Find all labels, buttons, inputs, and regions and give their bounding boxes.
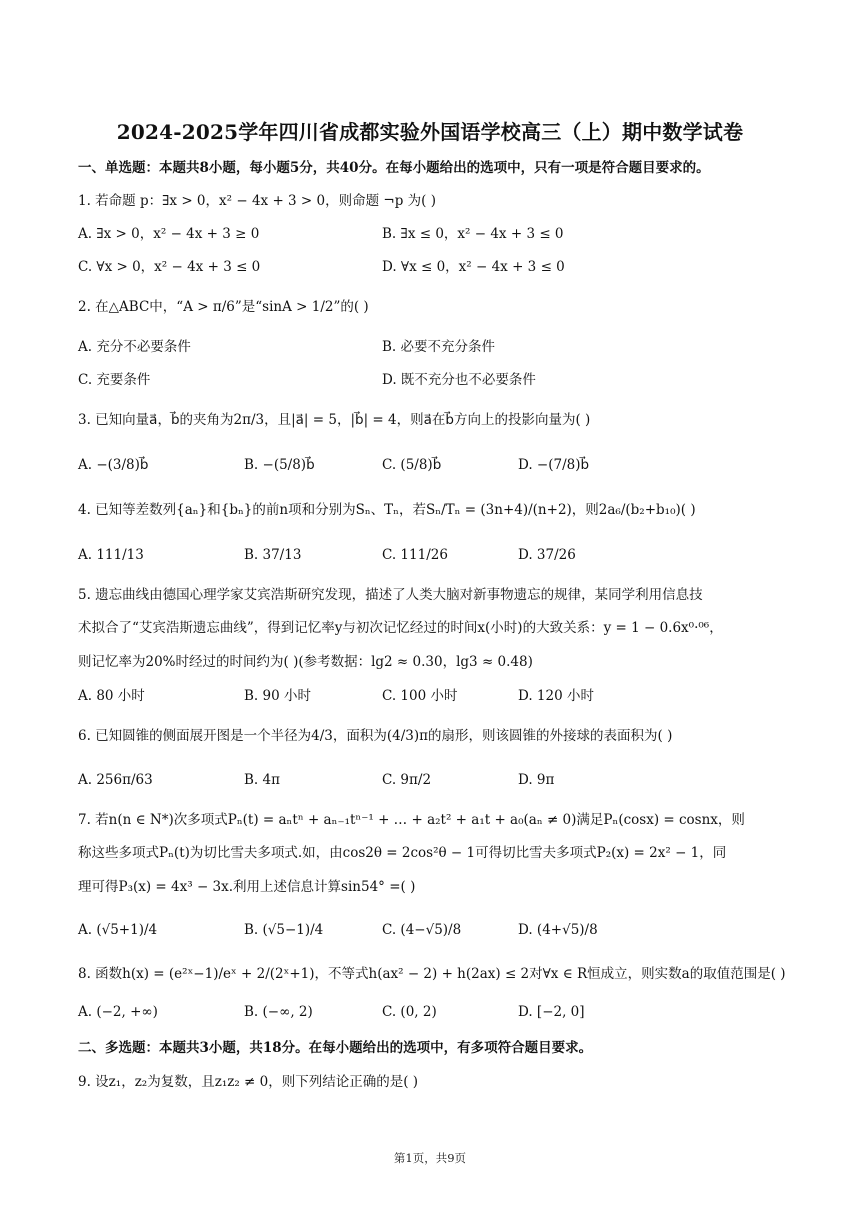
question-1-option-d: D. ∀x ≤ 0，x² − 4x + 3 ≤ 0 (382, 259, 565, 275)
question-4-option-a: A. 111/13 (78, 547, 144, 563)
question-9-stem: 9. 设z₁，z₂为复数，且z₁z₂ ≠ 0，则下列结论正确的是( ) (78, 1074, 419, 1090)
question-3-stem: 3. 已知向量a⃗，b⃗的夹角为2π/3，且|a⃗| = 5，|b⃗| = 4，则a⃗在b⃗方向上的投影向量为( ) (78, 412, 591, 428)
question-5-stem-line-3: 则记忆率为20%时经过的时间约为( )(参考数据：lg2 ≈ 0.30，lg3 ≈ 0.48) (78, 654, 533, 670)
question-4-option-c: C. 111/26 (382, 547, 448, 563)
question-3-option-c: C. (5/8)b⃗ (382, 457, 442, 473)
question-7-option-c: C. (4−√5)/8 (382, 922, 462, 938)
question-6-option-c: C. 9π/2 (382, 772, 432, 788)
question-3-option-a: A. −(3/8)b⃗ (78, 457, 149, 473)
question-8-option-a: A. (−2, +∞) (78, 1004, 158, 1020)
question-3-option-b: B. −(5/8)b⃗ (244, 457, 315, 473)
question-2-option-c: C. 充要条件 (78, 372, 151, 388)
section-heading-multiple-choice: 二、多选题：本题共3小题，共18分。在每小题给出的选项中，有多项符合题目要求。 (78, 1040, 593, 1056)
question-6-option-d: D. 9π (518, 772, 555, 788)
question-8-option-d: D. [−2, 0] (518, 1004, 585, 1020)
question-8-stem: 8. 函数h(x) = (e²ˣ−1)/eˣ + 2/(2ˣ+1)，不等式h(ax² − 2) + h(2ax) ≤ 2对∀x ∈ R恒成立，则实数a的取值范围是( ) (78, 966, 786, 982)
question-1-option-b: B. ∃x ≤ 0，x² − 4x + 3 ≤ 0 (382, 226, 564, 242)
question-7-stem-line-3: 理可得P₃(x) = 4x³ − 3x.利用上述信息计算sin54° =( ) (78, 879, 416, 895)
question-5-stem-line-2: 术拟合了“艾宾浩斯遗忘曲线”，得到记忆率y与初次记忆经过的时间x(小时)的大致关系：y = 1 − 0.6x⁰·⁰⁶， (78, 620, 723, 636)
question-2-option-a: A. 充分不必要条件 (78, 339, 191, 355)
question-7-option-d: D. (4+√5)/8 (518, 922, 598, 938)
question-4-option-b: B. 37/13 (244, 547, 302, 563)
question-6-stem: 6. 已知圆锥的侧面展开图是一个半径为4/3，面积为(4/3)π的扇形，则该圆锥的外接球的表面积为( ) (78, 728, 673, 744)
question-2-stem: 2. 在△ABC中，“A > π/6”是“sinA > 1/2”的( ) (78, 299, 369, 315)
question-2-option-d: D. 既不充分也不必要条件 (382, 372, 536, 388)
question-6-option-a: A. 256π/63 (78, 772, 153, 788)
question-5-option-a: A. 80 小时 (78, 688, 145, 704)
question-3-option-d: D. −(7/8)b⃗ (518, 457, 590, 473)
question-1-option-a: A. ∃x > 0，x² − 4x + 3 ≥ 0 (78, 226, 260, 242)
question-1-stem: 1. 若命题 p：∃x > 0，x² − 4x + 3 > 0，则命题 ¬p 为( ) (78, 193, 436, 209)
question-8-option-c: C. (0, 2) (382, 1004, 437, 1020)
question-7-stem-line-2: 称这些多项式Pₙ(t)为切比雪夫多项式.如，由cos2θ = 2cos²θ − 1可得切比雪夫多项式P₂(x) = 2x² − 1，同 (78, 845, 727, 861)
question-5-option-c: C. 100 小时 (382, 688, 458, 704)
question-1-option-c: C. ∀x > 0，x² − 4x + 3 ≤ 0 (78, 259, 261, 275)
question-5-option-b: B. 90 小时 (244, 688, 311, 704)
question-6-option-b: B. 4π (244, 772, 280, 788)
section-heading-single-choice: 一、单选题：本题共8小题，每小题5分，共40分。在每小题给出的选项中，只有一项是符合题目要求的。 (78, 160, 710, 176)
page-title: 2024-2025学年四川省成都实验外国语学校高三（上）期中数学试卷 (116, 120, 744, 144)
question-7-option-a: A. (√5+1)/4 (78, 922, 158, 938)
question-5-stem-line-1: 5. 遗忘曲线由德国心理学家艾宾浩斯研究发现，描述了人类大脑对新事物遗忘的规律，某同学利用信息技 (78, 587, 703, 603)
question-7-stem-line-1: 7. 若n(n ∈ N*)次多项式Pₙ(t) = aₙtⁿ + aₙ₋₁tⁿ⁻¹ + … + a₂t² + a₁t + a₀(aₙ ≠ 0)满足Pₙ(cosx) = cosnx，则 (78, 812, 745, 828)
question-8-option-b: B. (−∞, 2) (244, 1004, 313, 1020)
question-7-option-b: B. (√5−1)/4 (244, 922, 324, 938)
page-footer: 第1页，共9页 (393, 1151, 467, 1165)
question-2-option-b: B. 必要不充分条件 (382, 339, 496, 355)
question-4-option-d: D. 37/26 (518, 547, 576, 563)
question-4-stem: 4. 已知等差数列{aₙ}和{bₙ}的前n项和分别为Sₙ、Tₙ，若Sₙ/Tₙ = (3n+4)/(n+2)，则2a₆/(b₂+b₁₀)( ) (78, 502, 696, 518)
question-5-option-d: D. 120 小时 (518, 688, 594, 704)
